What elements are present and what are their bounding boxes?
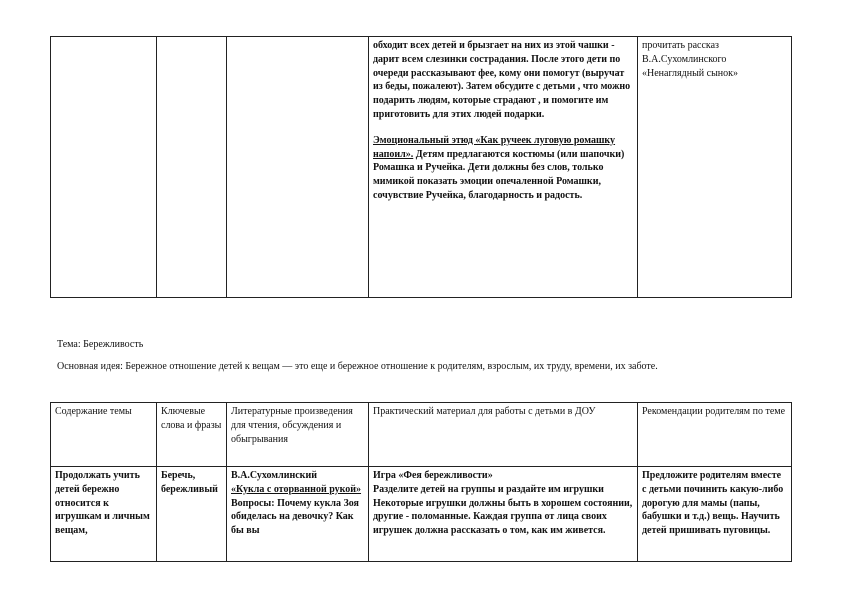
- header-keywords: Ключевые слова и фразы: [157, 403, 227, 467]
- header-recommendations: Рекомендации родителям по теме: [638, 403, 792, 467]
- topic-table: [50, 402, 792, 562]
- row-content: Продолжать учить детей бережно относится к игрушкам и личным вещам,: [51, 467, 157, 562]
- game-title: Игра «Фея бережливости»: [373, 470, 493, 481]
- keywords-cell: [157, 37, 227, 298]
- row-recommendation: Предложите родителям вместе с детьми починить какую-либо дорогую для мамы (папы, бабушки и т.д.) вещь. Научить детей пришивать пуговицы.: [638, 467, 792, 562]
- header-content: Содержание темы: [51, 403, 157, 467]
- lit-author: В.А.Сухомлинский: [231, 470, 317, 481]
- header-practical: Практический материал для работы с детьми в ДОУ: [369, 403, 638, 467]
- row-literature: [227, 467, 369, 562]
- literature-cell: [227, 37, 369, 298]
- lit-questions: Вопросы: Почему кукла Зоя обиделась на девочку? Как бы вы: [231, 497, 359, 537]
- continuation-table: [50, 36, 792, 298]
- header-literature: Литературные произведения для чтения, обсуждения и обыгрывания: [227, 403, 369, 467]
- topic-line: Тема: Бережливость: [57, 339, 144, 350]
- row-keywords: Беречь, бережливый: [157, 467, 227, 562]
- practical-cell: [369, 37, 638, 298]
- content-cell: [51, 37, 157, 298]
- recommendation-text: прочитать рассказ В.А.Сухомлинского «Ненаглядный сынок»: [642, 40, 739, 79]
- etude-title: Эмоциональный этюд «Как ручеек луговую ромашку напоил».: [373, 134, 616, 160]
- main-idea: Основная идея: Бережное отношение детей к вещам — это еще и бережное отношение к родителям, взрослым, их труду, времени, их заботе.: [57, 361, 658, 372]
- recommendation-cell: [638, 37, 792, 298]
- etude-paragraph: [373, 134, 633, 203]
- game-text: Разделите детей на группы и раздайте им игрушки Некоторые игрушки должны быть в хорошем состоянии, другие - поломанные. Каждая группа от лица своих игрушек должна рассказать о том, как им живется.: [373, 483, 633, 537]
- practical-text: обходит всех детей и брызгает на них из этой чашки - дарит всем слезинки сострадания. После этого дети по очереди рассказывают фее, кому они помогут (выручат из беды, пожалеют). Затем обсудите с детьми , что можно подарить людям, которые страдают , и помогите им приготовить для этих людей подарки.: [373, 40, 631, 120]
- row-practical: [369, 467, 638, 562]
- etude-text: Детям предлагаются костюмы (или шапочки) Ромашка и Ручейка. Дети должны без слов, только мимикой показать эмоции опечаленной Ромашки, сочувствие Ручейка, благодарность и радость.: [373, 148, 625, 201]
- lit-title: «Кукла с оторванной рукой»: [231, 483, 362, 495]
